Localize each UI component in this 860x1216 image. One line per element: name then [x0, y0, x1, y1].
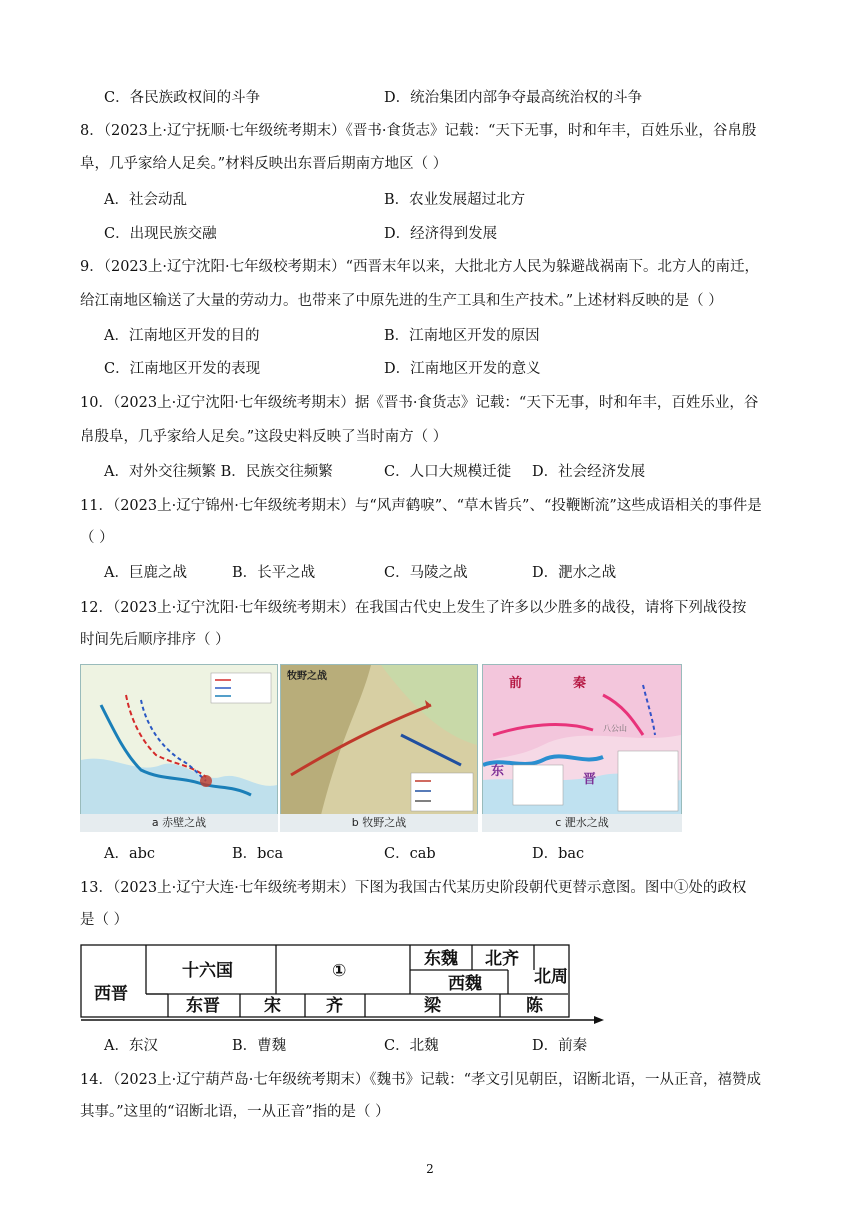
q9-stem-line2: 给江南地区输送了大量的劳动力。也带来了中原先进的生产工具和生产技术。”上述材料反映的是（ ） — [80, 293, 723, 309]
map-chibi-graphic — [81, 665, 277, 815]
q12-option-d: D．bac — [532, 846, 585, 862]
timeline-shiliuguo: 十六国 — [182, 961, 233, 981]
q12-option-a: A．abc — [104, 846, 156, 862]
q8-option-a: A．社会动乱 — [104, 192, 187, 208]
q7-option-d: D．统治集团内部争夺最高统治权的斗争 — [384, 90, 643, 106]
map-chibi — [80, 664, 278, 816]
timeline-beiqi: 北齐 — [485, 949, 519, 969]
map-feishui-label-qin: 秦 — [573, 676, 587, 691]
map-chibi-caption: a 赤壁之战 — [80, 814, 278, 832]
q13-option-b: B．曹魏 — [232, 1038, 287, 1054]
q13-option-c: C．北魏 — [384, 1038, 439, 1054]
q12-stem-line2: 时间先后顺序排序（ ） — [80, 632, 230, 648]
q8-option-b: B．农业发展超过北方 — [384, 192, 526, 208]
q13-option-d: D．前秦 — [532, 1038, 588, 1054]
q9-option-a: A．江南地区开发的目的 — [104, 328, 260, 344]
q12-stem-line1: 12．（2023上·辽宁沈阳·七年级统考期末）在我国古代史上发生了许多以少胜多的战役，请将下列战役按 — [80, 600, 747, 616]
q12-option-c: C．cab — [384, 846, 436, 862]
timeline-qi: 齐 — [326, 996, 343, 1016]
q13-stem-line1: 13．（2023上·辽宁大连·七年级统考期末）下图为我国古代某历史阶段朝代更替示意图。图中①处的政权 — [80, 880, 747, 896]
map-feishui-graphic — [483, 665, 681, 815]
map-feishui-caption: c 淝水之战 — [482, 814, 682, 832]
timeline-liang: 梁 — [424, 996, 441, 1016]
q9-option-c: C．江南地区开发的表现 — [104, 361, 261, 377]
timeline-beizhou: 北周 — [534, 967, 568, 987]
q11-stem-line2: （ ） — [80, 530, 114, 546]
q11-option-d: D．淝水之战 — [532, 565, 617, 581]
q10-option-ab: A．对外交往频繁 B．民族交往频繁 — [104, 464, 333, 480]
q10-option-d: D．社会经济发展 — [532, 464, 646, 480]
q13-stem-line2: 是（ ） — [80, 912, 129, 928]
q12-option-b: B．bca — [232, 846, 284, 862]
q10-stem-line2: 帛殷阜，几乎家给人足矣。”这段史料反映了当时南方（ ） — [80, 429, 448, 445]
q14-stem-line2: 其事。”这里的“诏断北语，一从正音”指的是（ ） — [80, 1104, 390, 1120]
q8-stem-line2: 阜，几乎家给人足矣。”材料反映出东晋后期南方地区（ ） — [80, 156, 448, 172]
map-feishui-label-dong: 东 — [491, 764, 505, 779]
timeline-xiwei: 西魏 — [448, 974, 482, 994]
map-feishui-label-jin: 晋 — [583, 772, 597, 787]
q11-option-c: C．马陵之战 — [384, 565, 468, 581]
page-number: 2 — [426, 1162, 434, 1176]
timeline-circle-1: ① — [332, 961, 347, 981]
q8-option-c: C．出现民族交融 — [104, 226, 217, 242]
map-feishui-label-qian: 前 — [509, 676, 523, 691]
q8-option-d: D．经济得到发展 — [384, 226, 498, 242]
q11-stem-line1: 11．（2023上·辽宁锦州·七年级统考期末）与“风声鹤唳”、“草木皆兵”、“投鞭断流”这些成语相关的事件是 — [80, 498, 762, 514]
map-feishui — [482, 664, 682, 816]
map-muye — [280, 664, 478, 816]
timeline-dongjin: 东晋 — [186, 996, 220, 1016]
map-feishui-label-bagongshan: 八公山 — [603, 724, 627, 733]
q7-option-c: C．各民族政权间的斗争 — [104, 90, 261, 106]
q11-option-a: A．巨鹿之战 — [104, 565, 187, 581]
q10-option-c: C．人口大规模迁徙 — [384, 464, 512, 480]
dynasty-timeline-graphic — [80, 944, 604, 1024]
map-muye-caption: b 牧野之战 — [280, 814, 478, 832]
map-muye-title: 牧野之战 — [287, 671, 327, 682]
q9-option-d: D．江南地区开发的意义 — [384, 361, 541, 377]
battle-maps — [80, 664, 682, 832]
timeline-song: 宋 — [264, 996, 281, 1016]
q9-option-b: B．江南地区开发的原因 — [384, 328, 540, 344]
q14-stem-line1: 14．（2023上·辽宁葫芦岛·七年级统考期末）《魏书》记载：“孝文引见朝臣，诏断北语，一从正音，禧赞成 — [80, 1072, 761, 1088]
q9-stem-line1: 9．（2023上·辽宁沈阳·七年级校考期末）“西晋末年以来，大批北方人民为躲避战祸南下。北方人的南迁， — [80, 259, 760, 275]
timeline-xijin: 西晋 — [94, 984, 128, 1004]
q10-stem-line1: 10．（2023上·辽宁沈阳·七年级统考期末）据《晋书·食货志》记载：“天下无事，时和年丰，百姓乐业，谷 — [80, 395, 759, 411]
map-muye-graphic — [281, 665, 477, 815]
q8-stem-line1: 8．（2023上·辽宁抚顺·七年级统考期末）《晋书·食货志》记载：“天下无事，时和年丰，百姓乐业，谷帛殷 — [80, 123, 757, 139]
timeline-chen: 陈 — [526, 996, 543, 1016]
timeline-dongwei: 东魏 — [424, 949, 458, 969]
dynasty-timeline — [80, 944, 604, 1024]
q13-option-a: A．东汉 — [104, 1038, 158, 1054]
q11-option-b: B．长平之战 — [232, 565, 316, 581]
